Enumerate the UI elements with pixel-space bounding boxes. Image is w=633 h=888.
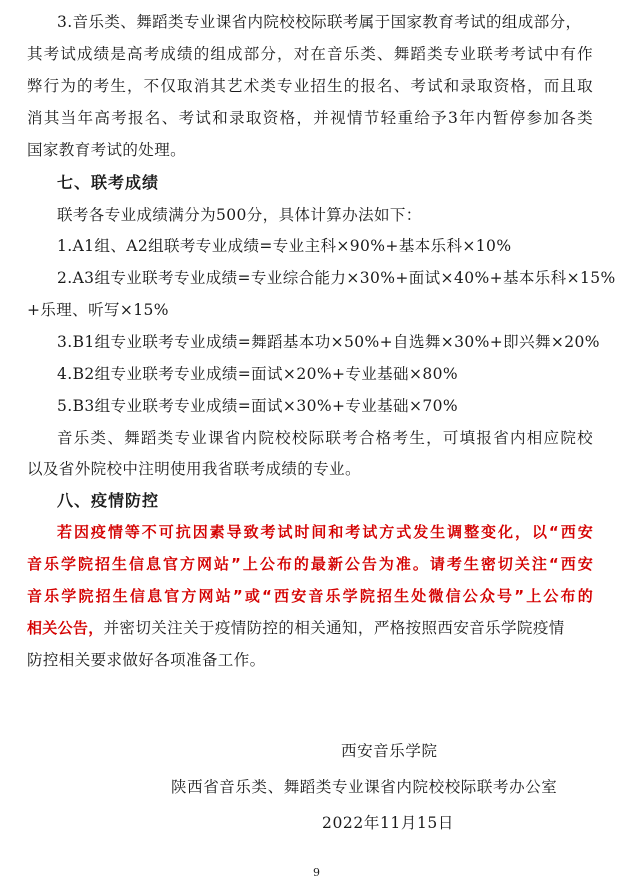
section-7-item-1: 1.A1组、A2组联考专业成绩=专业主科×90%+基本乐科×10%: [57, 237, 512, 255]
exam-note-line-2: 其考试成绩是高考成绩的组成部分，对在音乐类、舞蹈类专业联考考试中有作: [27, 45, 593, 63]
section-8-red-line-2: 音乐学院招生信息官方网站”上公布的最新公告为准。请考生密切关注“西安: [27, 555, 593, 573]
section-7-item-4: 4.B2组专业联考专业成绩=面试×20%+专业基础×80%: [57, 365, 458, 383]
section-8-red-line-1: 若因疫情等不可抗因素导致考试时间和考试方式发生调整变化，以“西安: [57, 523, 593, 541]
section-8-heading: 八、疫情防控: [57, 491, 160, 510]
section-8-line-5: 防控相关要求做好各项准备工作。: [27, 651, 266, 669]
exam-note-line-4: 消其当年高考报名、考试和录取资格，并视情节轻重给予3年内暂停参加各类: [27, 109, 593, 127]
section-7-item-5: 5.B3组专业联考专业成绩=面试×30%+专业基础×70%: [57, 397, 458, 415]
exam-note-line-3: 弊行为的考生，不仅取消其艺术类专业招生的报名、考试和录取资格，而且取: [27, 77, 593, 95]
signature-org: 西安音乐学院: [341, 742, 438, 760]
section-7-item-3: 3.B1组专业联考专业成绩=舞蹈基本功×50%+自选舞×30%+即兴舞×20%: [57, 333, 600, 351]
section-8-line-4: [27, 618, 593, 638]
section-7-note-line-2: 以及省外院校中注明使用我省联考成绩的专业。: [27, 460, 361, 478]
section-8-red-line-4: 相关公告，: [27, 619, 104, 637]
section-7-item-2-line-1: 2.A3组专业联考专业成绩=专业综合能力×30%+面试×40%+基本乐科×15%: [57, 269, 616, 287]
section-7-item-2-line-2: +乐理、听写×15%: [27, 301, 169, 319]
section-7-note-line-1: 音乐类、舞蹈类专业课省内院校校际联考合格考生，可填报省内相应院校: [57, 429, 593, 447]
section-7-heading: 七、联考成绩: [57, 173, 160, 192]
page-number: 9: [313, 866, 320, 879]
signature-office: 陕西省音乐类、舞蹈类专业课省内院校校际联考办公室: [171, 778, 558, 796]
section-7-intro: 联考各专业成绩满分为500分，具体计算办法如下：: [57, 206, 422, 224]
section-8-red-line-3: 音乐学院招生信息官方网站”或“西安音乐学院招生处微信公众号”上公布的: [27, 587, 593, 605]
section-8-line-4-rest: 并密切关注关于疫情防控的相关通知，严格按照西安音乐学院疫情: [103, 619, 565, 637]
signature-date: 2022年11月15日: [322, 814, 454, 832]
exam-note-line-1: 3.音乐类、舞蹈类专业课省内院校校际联考属于国家教育考试的组成部分，: [57, 13, 582, 31]
exam-note-line-5: 国家教育考试的处理。: [27, 141, 187, 159]
